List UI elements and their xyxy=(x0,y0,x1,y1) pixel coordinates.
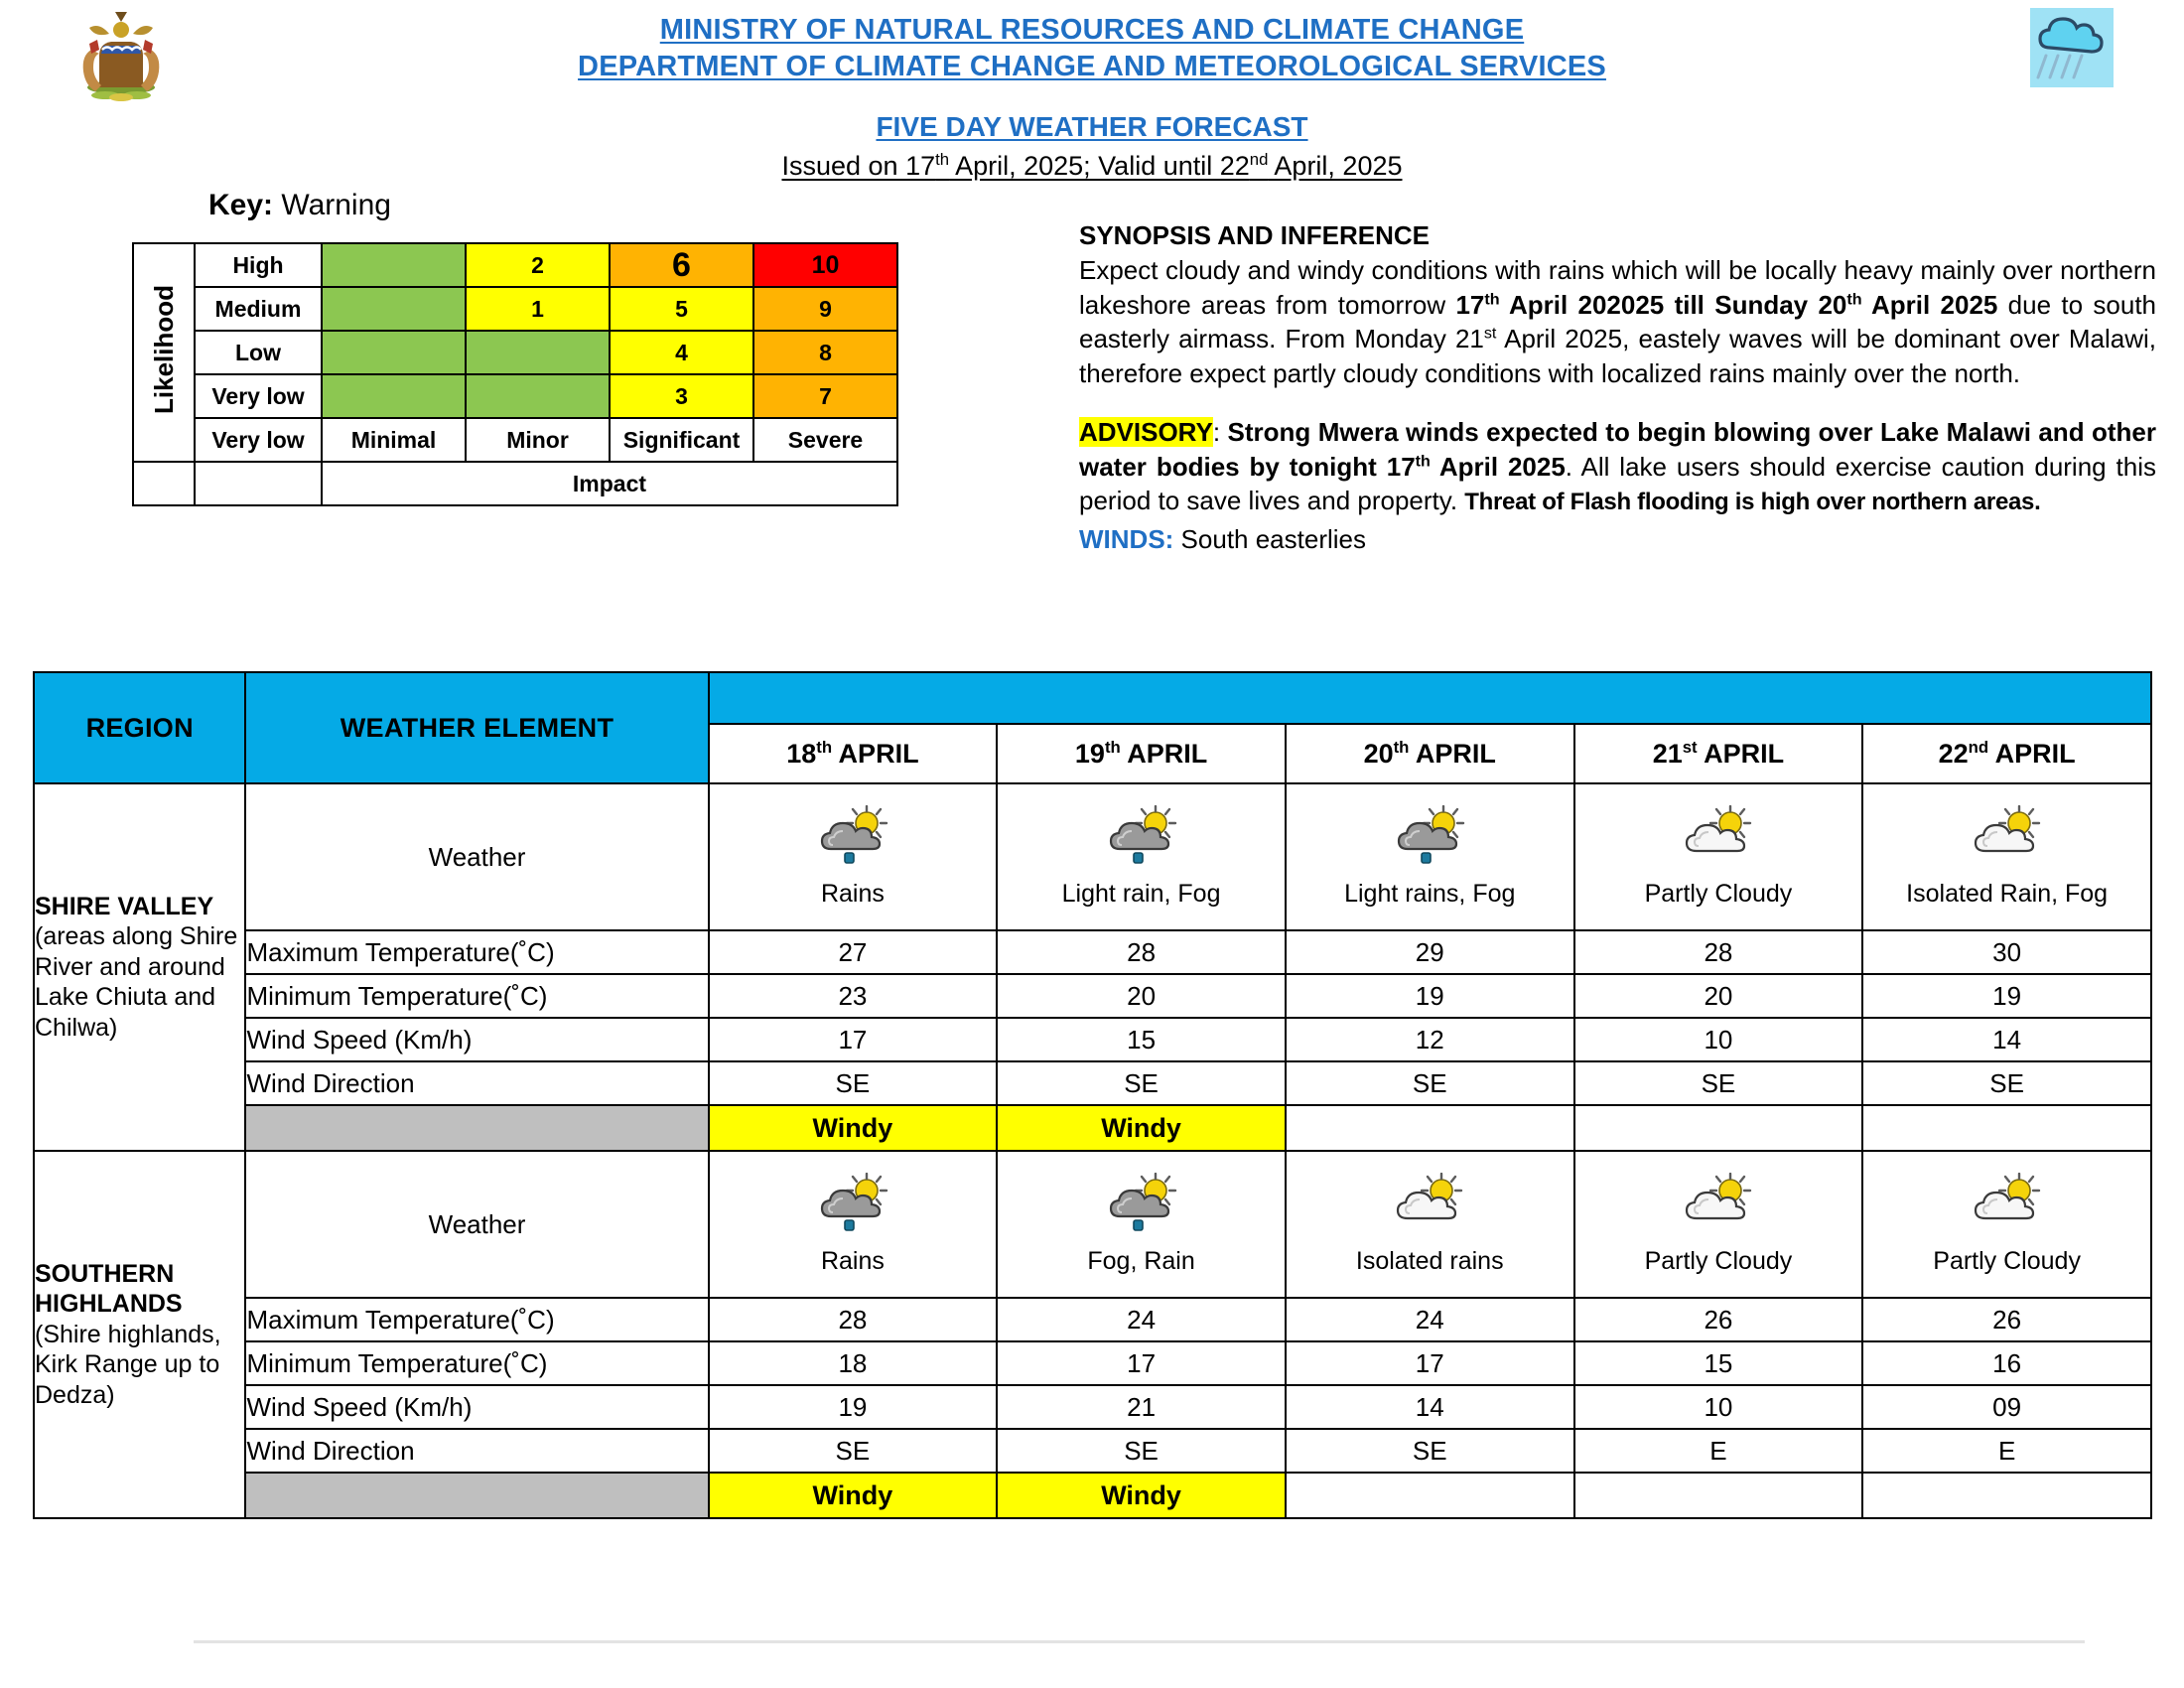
forecast-title: FIVE DAY WEATHER FORECAST xyxy=(876,111,1308,143)
weather-cell xyxy=(1574,783,1863,930)
header-days-band xyxy=(709,672,2151,724)
alert-row-spacer xyxy=(245,1473,708,1518)
weather-cell xyxy=(997,1151,1286,1298)
weather-text: Light rains, Fog xyxy=(1344,880,1516,908)
weather-cell xyxy=(709,1151,998,1298)
max-temp-value: 26 xyxy=(1862,1298,2151,1341)
cloud-sun-rain-icon xyxy=(1388,805,1471,869)
ministry-title: MINISTRY OF NATURAL RESOURCES AND CLIMATE CHANGE xyxy=(659,14,1525,46)
wind-speed-value: 14 xyxy=(1862,1018,2151,1061)
advisory-label: ADVISORY xyxy=(1079,417,1213,448)
document-header xyxy=(0,0,2184,182)
weather-cell xyxy=(1286,1151,1574,1298)
min-temp-value: 17 xyxy=(997,1341,1286,1385)
rain-cloud-logo-icon xyxy=(2030,8,2124,97)
weather-cell xyxy=(1862,1151,2151,1298)
element-label-min-temp: Minimum Temperature(˚C) xyxy=(245,974,708,1018)
wind-speed-value: 14 xyxy=(1286,1385,1574,1429)
header-titles xyxy=(0,8,2184,182)
alert-badge: Windy xyxy=(709,1473,998,1518)
impact-minor-label: Minor xyxy=(466,418,610,462)
alert-badge xyxy=(1862,1473,2151,1518)
matrix-cell-verylow-severe: 7 xyxy=(753,374,897,418)
weather-cell xyxy=(997,783,1286,930)
impact-verylow-label: Very low xyxy=(195,418,322,462)
min-temp-value: 15 xyxy=(1574,1341,1863,1385)
table-row xyxy=(34,1429,2151,1473)
weather-cell xyxy=(1286,783,1574,930)
matrix-cell-low-severe: 8 xyxy=(753,331,897,374)
weather-text: Fog, Rain xyxy=(1087,1247,1195,1275)
min-temp-value: 18 xyxy=(709,1341,998,1385)
cloud-sun-rain-icon xyxy=(811,1173,894,1236)
impact-axis-label: Impact xyxy=(322,462,897,505)
matrix-cell-low-significant: 4 xyxy=(610,331,753,374)
element-label-wind-direction: Wind Direction xyxy=(245,1061,708,1105)
wind-speed-value: 15 xyxy=(997,1018,1286,1061)
wind-direction-value: SE xyxy=(997,1061,1286,1105)
matrix-cell-verylow-minor xyxy=(466,374,610,418)
element-label-weather: Weather xyxy=(245,1151,708,1298)
likelihood-high-label: High xyxy=(195,243,322,287)
wind-speed-value: 12 xyxy=(1286,1018,1574,1061)
matrix-cell-verylow-minimal xyxy=(322,374,466,418)
alert-badge xyxy=(1574,1473,1863,1518)
likelihood-axis-label: Likelihood xyxy=(133,243,195,462)
region-shire-valley xyxy=(34,783,245,1151)
wind-direction-value: SE xyxy=(1862,1061,2151,1105)
weather-cell xyxy=(1862,783,2151,930)
impact-minimal-label: Minimal xyxy=(322,418,466,462)
wind-speed-value: 10 xyxy=(1574,1018,1863,1061)
table-row xyxy=(34,974,2151,1018)
min-temp-value: 20 xyxy=(997,974,1286,1018)
header-weather-element: WEATHER ELEMENT xyxy=(245,672,708,783)
min-temp-value: 19 xyxy=(1286,974,1574,1018)
wind-direction-value: SE xyxy=(1286,1429,1574,1473)
alert-badge xyxy=(1574,1105,1863,1151)
weather-text: Partly Cloudy xyxy=(1644,1247,1793,1275)
weather-text: Partly Cloudy xyxy=(1933,1247,2081,1275)
element-label-wind-direction: Wind Direction xyxy=(245,1429,708,1473)
matrix-row xyxy=(133,243,897,287)
key-label: Key: Warning xyxy=(208,189,391,221)
alert-badge xyxy=(1286,1473,1574,1518)
wind-speed-value: 19 xyxy=(709,1385,998,1429)
max-temp-value: 24 xyxy=(1286,1298,1574,1341)
matrix-cell-medium-significant: 5 xyxy=(610,287,753,331)
matrix-row xyxy=(133,374,897,418)
alert-badge xyxy=(1286,1105,1574,1151)
wind-direction-value: SE xyxy=(1286,1061,1574,1105)
region-name: SOUTHERN HIGHLANDS xyxy=(35,1259,183,1319)
cloud-sun-icon xyxy=(1388,1173,1471,1236)
element-label-weather: Weather xyxy=(245,783,708,930)
impact-severe-label: Severe xyxy=(753,418,897,462)
table-row xyxy=(34,1341,2151,1385)
max-temp-value: 28 xyxy=(997,930,1286,974)
header-day-22: 22nd APRIL xyxy=(1862,724,2151,783)
header-region: REGION xyxy=(34,672,245,783)
cloud-sun-icon xyxy=(1966,805,2049,869)
matrix-cell-low-minimal xyxy=(322,331,466,374)
max-temp-value: 27 xyxy=(709,930,998,974)
weather-cell xyxy=(1574,1151,1863,1298)
cloud-sun-rain-icon xyxy=(811,805,894,869)
issued-validity-line: Issued on 17th April, 2025; Valid until 22nd April, 2025 xyxy=(781,150,1403,182)
table-row xyxy=(34,930,2151,974)
alert-row-spacer xyxy=(245,1105,708,1151)
cloud-sun-icon xyxy=(1966,1173,2049,1236)
element-label-wind-speed: Wind Speed (Km/h) xyxy=(245,1385,708,1429)
alert-badge: Windy xyxy=(709,1105,998,1151)
matrix-cell-medium-severe: 9 xyxy=(753,287,897,331)
matrix-cell-high-significant: 6 xyxy=(610,243,753,287)
matrix-cell-high-minor: 2 xyxy=(466,243,610,287)
matrix-cell-high-minimal xyxy=(322,243,466,287)
matrix-row xyxy=(133,331,897,374)
matrix-cell-low-minor xyxy=(466,331,610,374)
cloud-sun-icon xyxy=(1677,1173,1760,1236)
flash-flood-warning: Threat of Flash flooding is high over northern areas. xyxy=(1464,489,2041,516)
matrix-cell-verylow-significant: 3 xyxy=(610,374,753,418)
weather-text: Rains xyxy=(820,1247,885,1275)
weather-text: Rains xyxy=(820,880,885,908)
matrix-cell-medium-minimal xyxy=(322,287,466,331)
winds-line: WINDS: South easterlies xyxy=(1079,524,1366,555)
likelihood-low-label: Low xyxy=(195,331,322,374)
region-description: (areas along Shire River and around Lake Chiuta and Chilwa) xyxy=(35,922,238,1042)
max-temp-value: 24 xyxy=(997,1298,1286,1341)
table-header-row-top xyxy=(34,672,2151,724)
weather-text: Light rain, Fog xyxy=(1061,880,1221,908)
min-temp-value: 20 xyxy=(1574,974,1863,1018)
min-temp-value: 16 xyxy=(1862,1341,2151,1385)
wind-speed-value: 17 xyxy=(709,1018,998,1061)
cloud-sun-rain-icon xyxy=(1100,805,1183,869)
warning-risk-matrix xyxy=(132,242,896,506)
five-day-forecast-table xyxy=(33,671,2152,1519)
wind-speed-value: 21 xyxy=(997,1385,1286,1429)
weather-text: Partly Cloudy xyxy=(1644,880,1793,908)
header-day-19: 19th APRIL xyxy=(997,724,1286,783)
table-row-alert xyxy=(34,1105,2151,1151)
matrix-cell-high-severe: 10 xyxy=(753,243,897,287)
table-row xyxy=(34,1385,2151,1429)
weather-cell xyxy=(709,783,998,930)
max-temp-value: 29 xyxy=(1286,930,1574,974)
synopsis-title: SYNOPSIS AND INFERENCE xyxy=(1079,220,1430,250)
header-day-21: 21st APRIL xyxy=(1574,724,1863,783)
min-temp-value: 23 xyxy=(709,974,998,1018)
synopsis-body: Expect cloudy and windy conditions with rains which will be locally heavy mainly over northern lakeshore areas from tomorrow 17th April 202025 till Sunday 20th April 2025 due to south easterly airmass. From Monday 21st April 2025, eastely waves will be dominant over Malawi, therefore expect partly cloudy conditions with localized rains mainly over the north. xyxy=(1079,255,2157,388)
wind-direction-value: E xyxy=(1862,1429,2151,1473)
min-temp-value: 19 xyxy=(1862,974,2151,1018)
impact-axis-footer-row xyxy=(133,462,897,505)
table-row xyxy=(34,1061,2151,1105)
wind-speed-value: 10 xyxy=(1574,1385,1863,1429)
matrix-cell-medium-minor: 1 xyxy=(466,287,610,331)
header-day-20: 20th APRIL xyxy=(1286,724,1574,783)
weather-text: Isolated rains xyxy=(1355,1247,1504,1275)
alert-badge xyxy=(1862,1105,2151,1151)
wind-direction-value: E xyxy=(1574,1429,1863,1473)
impact-axis-row xyxy=(133,418,897,462)
likelihood-verylow-label: Very low xyxy=(195,374,322,418)
matrix-row xyxy=(133,287,897,331)
max-temp-value: 28 xyxy=(1574,930,1863,974)
malawi-coat-of-arms-icon xyxy=(69,10,174,104)
alert-badge: Windy xyxy=(997,1105,1286,1151)
table-row xyxy=(34,1298,2151,1341)
region-description: (Shire highlands, Kirk Range up to Dedza) xyxy=(35,1320,221,1409)
synopsis-panel xyxy=(1079,220,2156,557)
region-southern-highlands xyxy=(34,1151,245,1518)
region-name: SHIRE VALLEY xyxy=(35,892,214,920)
max-temp-value: 28 xyxy=(709,1298,998,1341)
table-row xyxy=(34,1018,2151,1061)
element-label-min-temp: Minimum Temperature(˚C) xyxy=(245,1341,708,1385)
department-title: DEPARTMENT OF CLIMATE CHANGE AND METEOROLOGICAL SERVICES xyxy=(578,51,1606,83)
header-day-18: 18th APRIL xyxy=(709,724,998,783)
min-temp-value: 17 xyxy=(1286,1341,1574,1385)
wind-direction-value: SE xyxy=(709,1429,998,1473)
wind-direction-value: SE xyxy=(709,1061,998,1105)
footer-divider xyxy=(194,1640,2085,1643)
element-label-wind-speed: Wind Speed (Km/h) xyxy=(245,1018,708,1061)
table-row xyxy=(34,1151,2151,1298)
weather-text: Isolated Rain, Fog xyxy=(1906,880,2109,908)
wind-direction-value: SE xyxy=(1574,1061,1863,1105)
likelihood-medium-label: Medium xyxy=(195,287,322,331)
wind-direction-value: SE xyxy=(997,1429,1286,1473)
element-label-max-temp: Maximum Temperature(˚C) xyxy=(245,930,708,974)
table-row-alert xyxy=(34,1473,2151,1518)
cloud-sun-icon xyxy=(1677,805,1760,869)
alert-badge: Windy xyxy=(997,1473,1286,1518)
wind-speed-value: 09 xyxy=(1862,1385,2151,1429)
table-row xyxy=(34,783,2151,930)
max-temp-value: 26 xyxy=(1574,1298,1863,1341)
max-temp-value: 30 xyxy=(1862,930,2151,974)
element-label-max-temp: Maximum Temperature(˚C) xyxy=(245,1298,708,1341)
impact-significant-label: Significant xyxy=(610,418,753,462)
cloud-sun-rain-icon xyxy=(1100,1173,1183,1236)
advisory-block: ADVISORY: Strong Mwera winds expected to begin blowing over Lake Malawi and other water bodies by tonight 17th April 2025. All lake users should exercise caution during this period to save lives and property. Threat of Flash flooding is high over northern areas. WINDS: South easterlies xyxy=(1079,415,2156,557)
